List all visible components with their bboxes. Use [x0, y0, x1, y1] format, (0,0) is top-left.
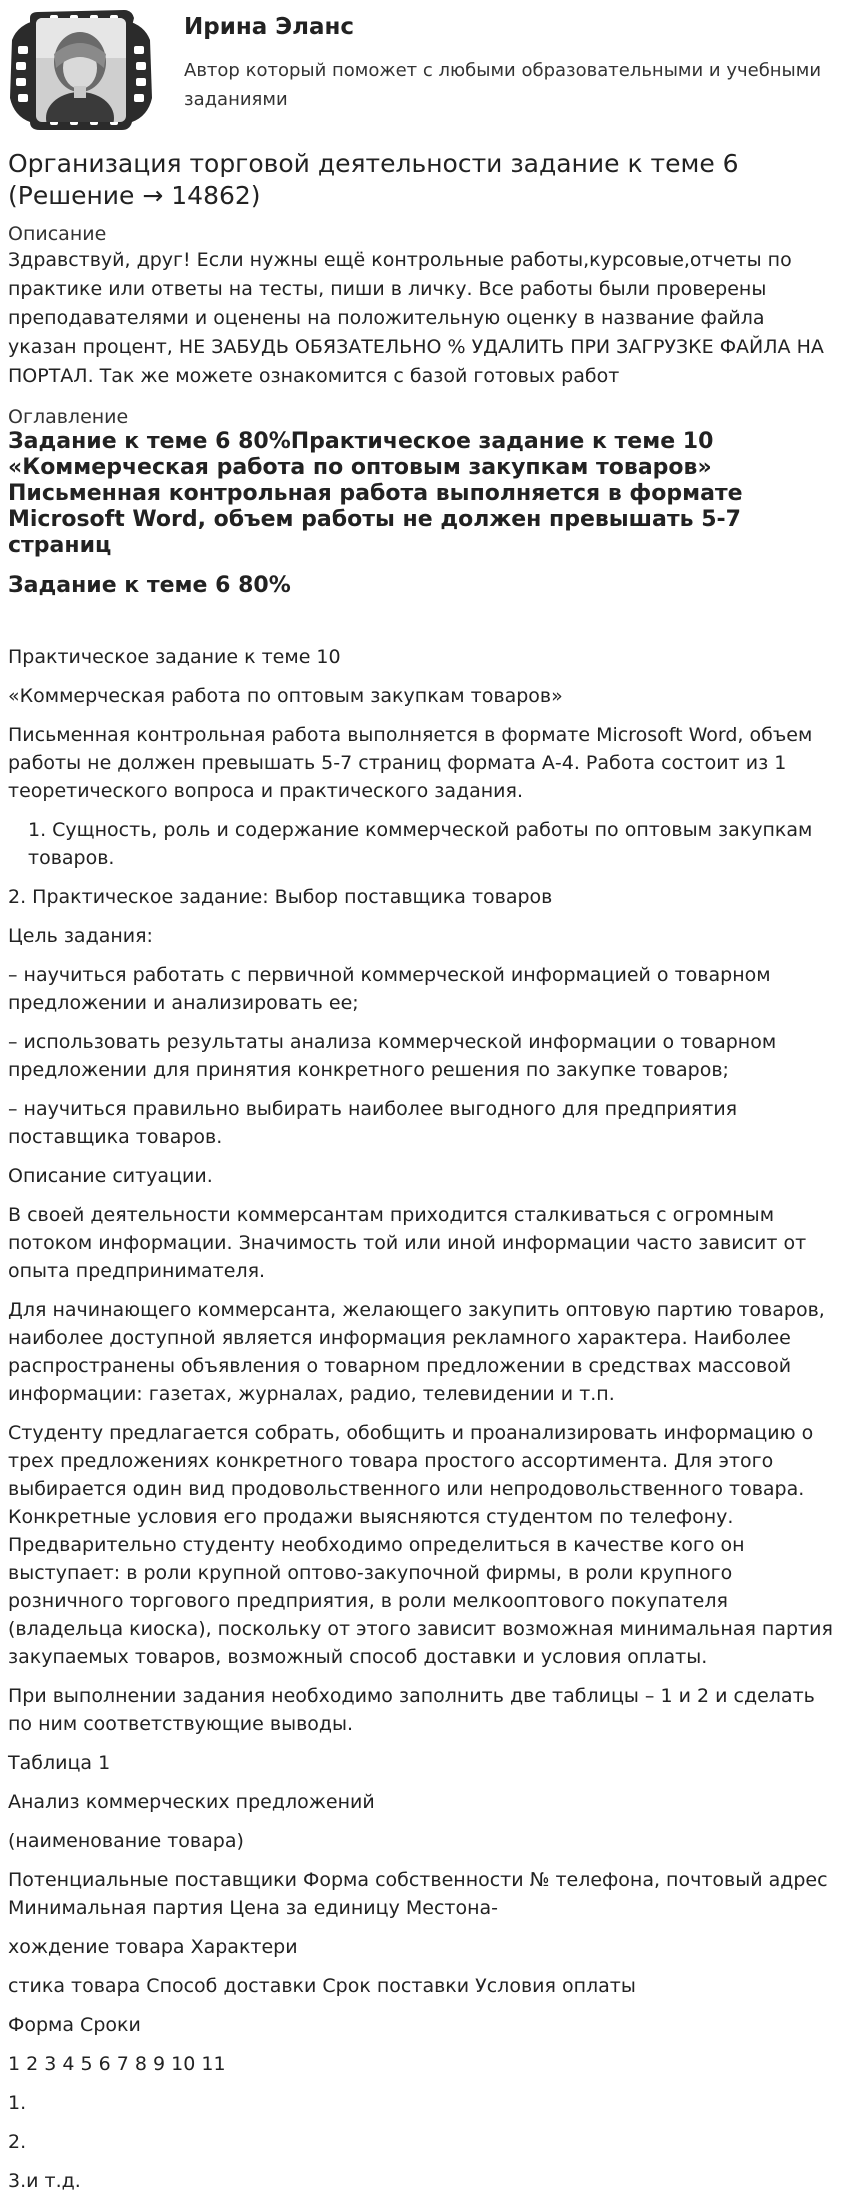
avatar-film-frame-photo-icon — [8, 6, 154, 134]
paragraph: Для начинающего коммерсанта, желающего закупить оптовую партию товаров, наиболее доступной является информация рекламного характера. Наиболее распространены объявления о товарном предложении в средствах массовой информации: газетах, журналах, радио, телевидении и т.п. — [8, 1299, 825, 1405]
paragraph: Потенциальные поставщики Форма собственности № телефона, почтовый адрес Минимальная партия Цена за единицу Местона- — [8, 1869, 828, 1919]
paragraph: 1. — [8, 2092, 27, 2114]
avatar[interactable] — [8, 6, 154, 134]
paragraph: Таблица 1 — [8, 1752, 111, 1774]
author-description: Автор который поможет с любыми образовательными и учебными заданиями — [184, 60, 822, 110]
toc-item[interactable]: Задание к теме 6 80%Практическое задание к теме 10 «Коммерческая работа по оптовым закупкам товаров» Письменная контрольная работа выполняется в формате Microsoft Word, объем работы не должен превышать 5-7 страниц — [8, 429, 743, 558]
author-block — [8, 0, 839, 138]
list-item: – научиться работать с первичной коммерческой информацией о товарном предложении и анализировать ее; — [8, 964, 771, 1014]
description-label: Описание — [8, 223, 107, 245]
list-item: 1. Сущность, роль и содержание коммерческой работы по оптовым закупкам товаров. — [28, 819, 813, 869]
paragraph: хождение товара Характери — [8, 1936, 298, 1958]
paragraph: Письменная контрольная работа выполняется в формате Microsoft Word, объем работы не должен превышать 5-7 страниц формата А-4. Работа состоит из 1 теоретического вопроса и практического задания. — [8, 724, 813, 802]
paragraph: 1 2 3 4 5 6 7 8 9 10 11 — [8, 2053, 226, 2075]
description-text: Здравствуй, друг! Если нужны ещё контрольные работы,курсовые,отчеты по практике или ответы на тесты, пиши в личку. Все работы были проверены преподавателями и оценены на положительную оценку в название файла указан процент, НЕ ЗАБУДЬ ОБЯЗАТЕЛЬНО % УДАЛИТЬ ПРИ ЗАГРУЗКЕ ФАЙЛА НА ПОРТАЛ. Так же можете ознакомится с базой готовых работ — [8, 249, 824, 387]
paragraph: (наименование товара) — [8, 1830, 244, 1852]
author-name[interactable]: Ирина Эланс — [184, 14, 355, 40]
paragraph: Практическое задание к теме 10 — [8, 646, 341, 668]
paragraph: 2. Практическое задание: Выбор поставщика товаров — [8, 886, 553, 908]
paragraph: «Коммерческая работа по оптовым закупкам товаров» — [8, 685, 563, 707]
paragraph: В своей деятельности коммерсантам приходится сталкиваться с огромным потоком информации. Значимость той или иной информации часто зависит от опыта предпринимателя. — [8, 1204, 807, 1282]
paragraph: Цель задания: — [8, 925, 153, 947]
paragraph: 2. — [8, 2131, 27, 2153]
paragraph: Студенту предлагается собрать, обобщить и проанализировать информацию о трех предложениях конкретного товара простого ассортимента. Для этого выбирается один вид продовольственного или непродовольственного товара. Конкретные условия его продажи выясняются студентом по телефону. Предварительно студенту необходимо определиться в качестве кого он выступает: в роли крупной оптово-закупочной фирмы, в роли крупного розничного торгового предприятия, в роли мелкооптового покупателя (владельца киоска), поскольку от этого зависит возможная минимальная партия закупаемых товаров, возможный способ доставки и условия оплаты. — [8, 1422, 833, 1668]
toc-label: Оглавление — [8, 406, 129, 428]
list-item: – использовать результаты анализа коммерческой информации о товарном предложении для принятия конкретного решения по закупке товаров; — [8, 1031, 777, 1081]
page-title: Организация торговой деятельности задание к теме 6 (Решение → 14862) — [8, 149, 739, 210]
paragraph: Форма Сроки — [8, 2014, 141, 2036]
toc-item[interactable]: Задание к теме 6 80% — [8, 573, 291, 598]
paragraph: При выполнении задания необходимо заполнить две таблицы – 1 и 2 и сделать по ним соответствующие выводы. — [8, 1685, 815, 1735]
paragraph: стика товара Способ доставки Срок поставки Условия оплаты — [8, 1975, 636, 1997]
paragraph: Анализ коммерческих предложений — [8, 1791, 375, 1813]
paragraph: 3.и т.д. — [8, 2170, 81, 2192]
paragraph: Описание ситуации. — [8, 1165, 213, 1187]
list-item: – научиться правильно выбирать наиболее выгодного для предприятия поставщика товаров. — [8, 1098, 738, 1148]
author-info — [184, 0, 839, 114]
